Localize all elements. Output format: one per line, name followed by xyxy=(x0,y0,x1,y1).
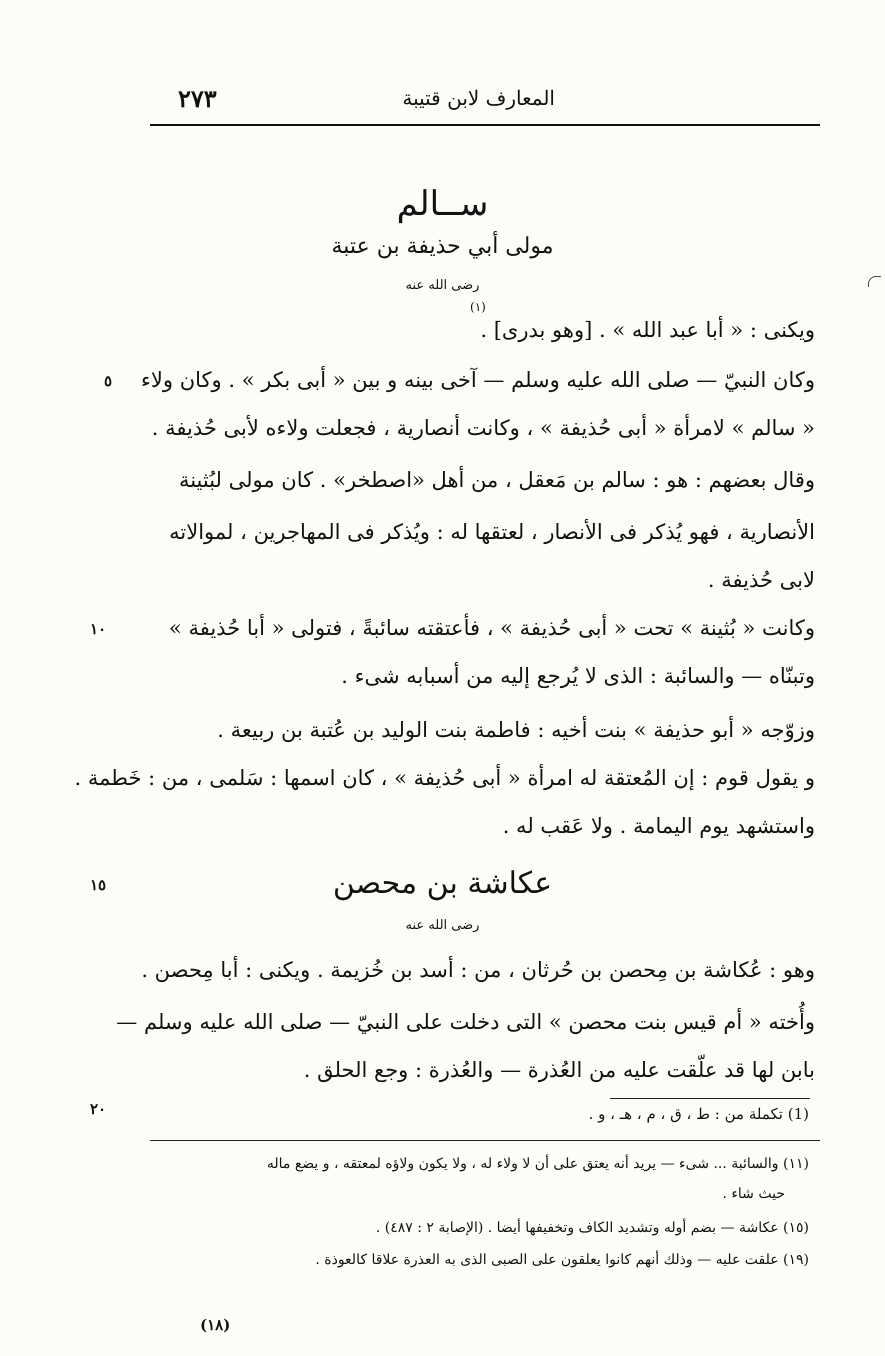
page-number: ٢٧٣ xyxy=(178,84,217,113)
line-marker-15: ١٥ xyxy=(90,876,107,894)
header-rule xyxy=(150,124,820,126)
body-line: وكان النبيّ — صلى الله عليه وسلم — آخى بينه و بين « أبى بكر » . وكان ولاء xyxy=(141,368,815,392)
superscript-note-marker: (١) xyxy=(470,300,486,314)
body-line: ويكنى : « أبا عبد الله » . [وهو بدرى] . xyxy=(480,318,815,342)
line-marker-5: ٥ xyxy=(104,372,113,390)
honorific-1: رضى الله عنه xyxy=(405,278,480,293)
footnote-rule xyxy=(150,1140,820,1141)
body-line: وأُخته « أم قيس بنت محصن » التى دخلت على النبيّ — صلى الله عليه وسلم — xyxy=(116,1010,815,1034)
footnote-line: (١٩) علقت عليه — وذلك أنهم كانوا يعلقون على الصبى الذى به العذرة علاقا كالعوذة . xyxy=(315,1252,809,1268)
body-line: وقال بعضهم : هو : سالم بن مَعقل ، من أهل «اصطخر» . كان مولى لبُثينة xyxy=(178,468,815,492)
footnote-line: حيث شاء . xyxy=(722,1186,785,1202)
section-subtitle: مولى أبي حذيفة بن عتبة xyxy=(331,234,554,259)
body-line: بابن لها قد علّقت عليه من العُذرة — والعُذرة : وجع الحلق . xyxy=(303,1058,815,1082)
section-heading-salim: ســالم xyxy=(396,184,489,224)
footnote-line: (١١) والسائبة ... شىء — يريد أنه يعتق على أن لا ولاء له ، ولا يكون ولاؤه لمعتقه ، و يضع ماله xyxy=(266,1156,809,1172)
body-line: الأنصارية ، فهو يُذكر فى الأنصار ، لعتقها له : ويُذكر فى المهاجرين ، لموالاته xyxy=(169,520,815,544)
signature-mark: (١٨) xyxy=(200,1316,231,1334)
note-rule xyxy=(610,1098,810,1099)
honorific-2: رضى الله عنه xyxy=(405,918,480,933)
body-line: واستشهد يوم اليمامة . ولا عَقب له . xyxy=(502,814,815,838)
body-line: وهو : عُكاشة بن مِحصن بن حُرثان ، من : أسد بن خُزيمة . ويكنى : أبا مِحصن . xyxy=(141,958,815,982)
apparatus-note: (1) تكملة من : ط ، ق ، م ، هـ ، و . xyxy=(588,1105,809,1123)
body-line: لابى حُذيفة . xyxy=(707,568,815,592)
body-line: « سالم » لامرأة « أبى حُذيفة » ، وكانت أنصارية ، فجعلت ولاءه لأبى حُذيفة . xyxy=(151,416,815,440)
line-marker-10: ١٠ xyxy=(90,620,107,638)
body-line: وزوّجه « أبو حذيفة » بنت أخيه : فاطمة بنت الوليد بن عُتبة بن ربيعة . xyxy=(217,718,815,742)
footnote-line: (١٥) عكاشة — بضم أوله وتشديد الكاف وتخفيفها أيضا . (الإصابة ٢ : ٤٨٧) . xyxy=(375,1220,809,1236)
line-marker-20: ٢٠ xyxy=(90,1100,107,1118)
body-line: وكانت « بُثينة » تحت « أبى حُذيفة » ، فأعتقته سائبةً ، فتولى « أبا حُذيفة » xyxy=(168,616,815,640)
running-head-title: المعارف لابن قتيبة xyxy=(402,86,555,110)
body-line: و يقول قوم : إن المُعتقة له امرأة « أبى حُذيفة » ، كان اسمها : سَلمى ، من : خَطمة . xyxy=(74,766,815,790)
section-heading-ukkasha: عكاشة بن محصن xyxy=(332,866,553,901)
body-line: وتبنّاه — والسائبة : الذى لا يُرجع إليه من أسبابه شىء . xyxy=(341,664,815,688)
